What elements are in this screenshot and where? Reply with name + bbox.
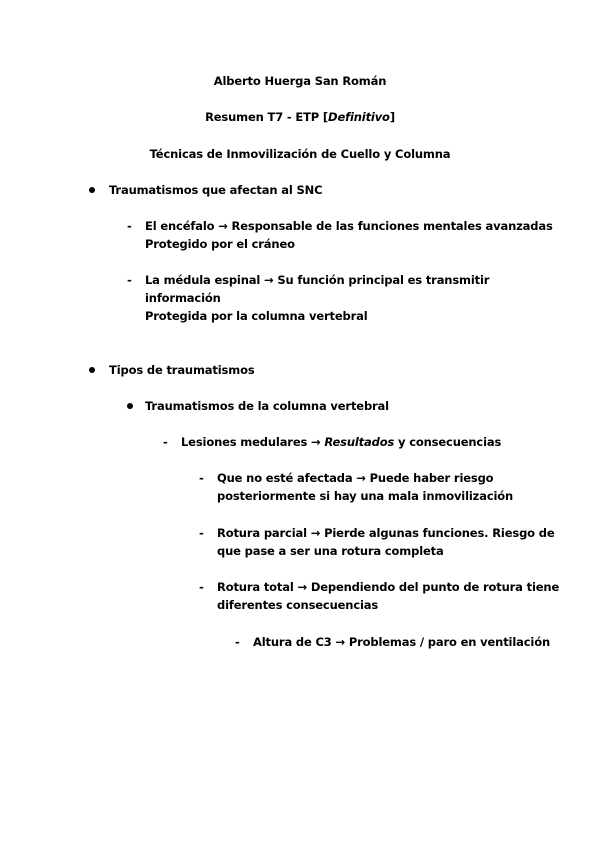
list-item-line: La médula espinal → Su función principal es transmitir: [145, 273, 490, 287]
dash-icon: -: [199, 580, 204, 594]
author-name: Alberto Huerga San Román: [213, 74, 387, 88]
document-title: [0, 108, 600, 126]
document-subtitle: Técnicas de Inmovilización de Cuello y Columna: [149, 147, 451, 161]
lesiones-italic: Resultados: [324, 435, 395, 449]
lesiones-prefix: Lesiones medulares →: [181, 435, 325, 449]
section2-subheading: Traumatismos de la columna vertebral: [145, 399, 389, 413]
list-item-line: El encéfalo → Responsable de las funciones mentales avanzadas: [145, 219, 553, 233]
list-item-line: Protegido por el cráneo: [145, 237, 295, 251]
title-suffix: ]: [389, 110, 395, 124]
title-prefix: Resumen T7 - ETP [: [205, 110, 329, 124]
dash-icon: -: [199, 471, 204, 485]
list-item-line: información: [145, 291, 221, 305]
bullet-dot-icon: [89, 367, 95, 373]
lesiones-line: [181, 433, 501, 451]
list-item-line: que pase a ser una rotura completa: [217, 544, 444, 558]
section2-heading: Tipos de traumatismos: [109, 363, 255, 377]
title-italic: Definitivo: [328, 110, 390, 124]
bullet-dot-icon: [89, 187, 95, 193]
list-item-line: posteriormente si hay una mala inmovilización: [217, 489, 514, 503]
dash-icon: -: [199, 526, 204, 540]
lesiones-suffix: y consecuencias: [394, 435, 502, 449]
section1-heading: Traumatismos que afectan al SNC: [109, 183, 323, 197]
dash-icon: -: [235, 635, 240, 649]
dash-icon: -: [163, 435, 168, 449]
list-item-line: Protegida por la columna vertebral: [145, 309, 368, 323]
list-item-line: Que no esté afectada → Puede haber riesgo: [217, 471, 494, 485]
list-item-line: Rotura parcial → Pierde algunas funciones. Riesgo de: [217, 526, 555, 540]
dash-icon: -: [127, 273, 132, 287]
list-item-line: Rotura total → Dependiendo del punto de rotura tiene: [217, 580, 560, 594]
bullet-dot-icon: [127, 403, 133, 409]
list-item-line: diferentes consecuencias: [217, 598, 379, 612]
dash-icon: -: [127, 219, 132, 233]
list-item-line: Altura de C3 → Problemas / paro en ventilación: [253, 635, 550, 649]
